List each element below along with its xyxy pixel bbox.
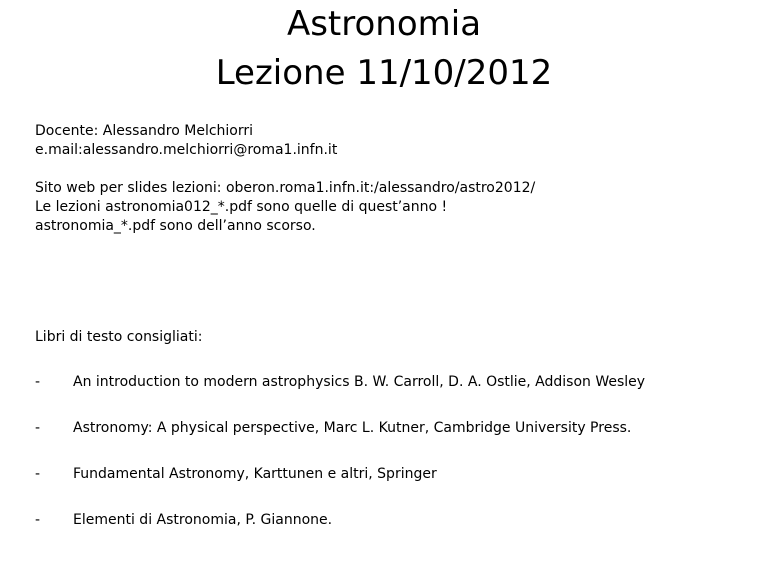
book-item: [35, 419, 745, 438]
slide-title: [0, 0, 768, 99]
bullet-dash: -: [35, 466, 41, 482]
teacher-line: Docente: Alessandro Melchiorri: [35, 123, 254, 139]
old-files-line: astronomia_*.pdf sono dell’anno scorso.: [35, 218, 316, 234]
email-line: e.mail:alessandro.melchiorri@roma1.infn.it: [35, 142, 338, 158]
bullet-dash: -: [35, 374, 41, 390]
books-heading: Libri di testo consigliati:: [35, 329, 203, 345]
spacer: [35, 160, 755, 179]
book-item: [35, 511, 745, 530]
book-title: Astronomy: A physical perspective, Marc L. Kutner, Cambridge University Press.: [73, 420, 632, 436]
book-title: An introduction to modern astrophysics B. W. Carroll, D. A. Ostlie, Addison Wesley: [73, 374, 646, 390]
book-item: [35, 465, 745, 484]
title-line-1: Astronomia: [286, 4, 482, 44]
bullet-dash: -: [35, 420, 41, 436]
book-title: Elementi di Astronomia, P. Giannone.: [73, 512, 333, 528]
book-title: Fundamental Astronomy, Karttunen e altri, Springer: [73, 466, 437, 482]
title-line-2: Lezione 11/10/2012: [215, 53, 553, 94]
book-item: [35, 373, 745, 392]
website-line: Sito web per slides lezioni: oberon.roma1.infn.it:/alessandro/astro2012/: [35, 180, 536, 196]
current-files-line: Le lezioni astronomia012_*.pdf sono quelle di quest’anno !: [35, 199, 448, 215]
course-info: [35, 122, 755, 236]
bullet-dash: -: [35, 512, 41, 528]
